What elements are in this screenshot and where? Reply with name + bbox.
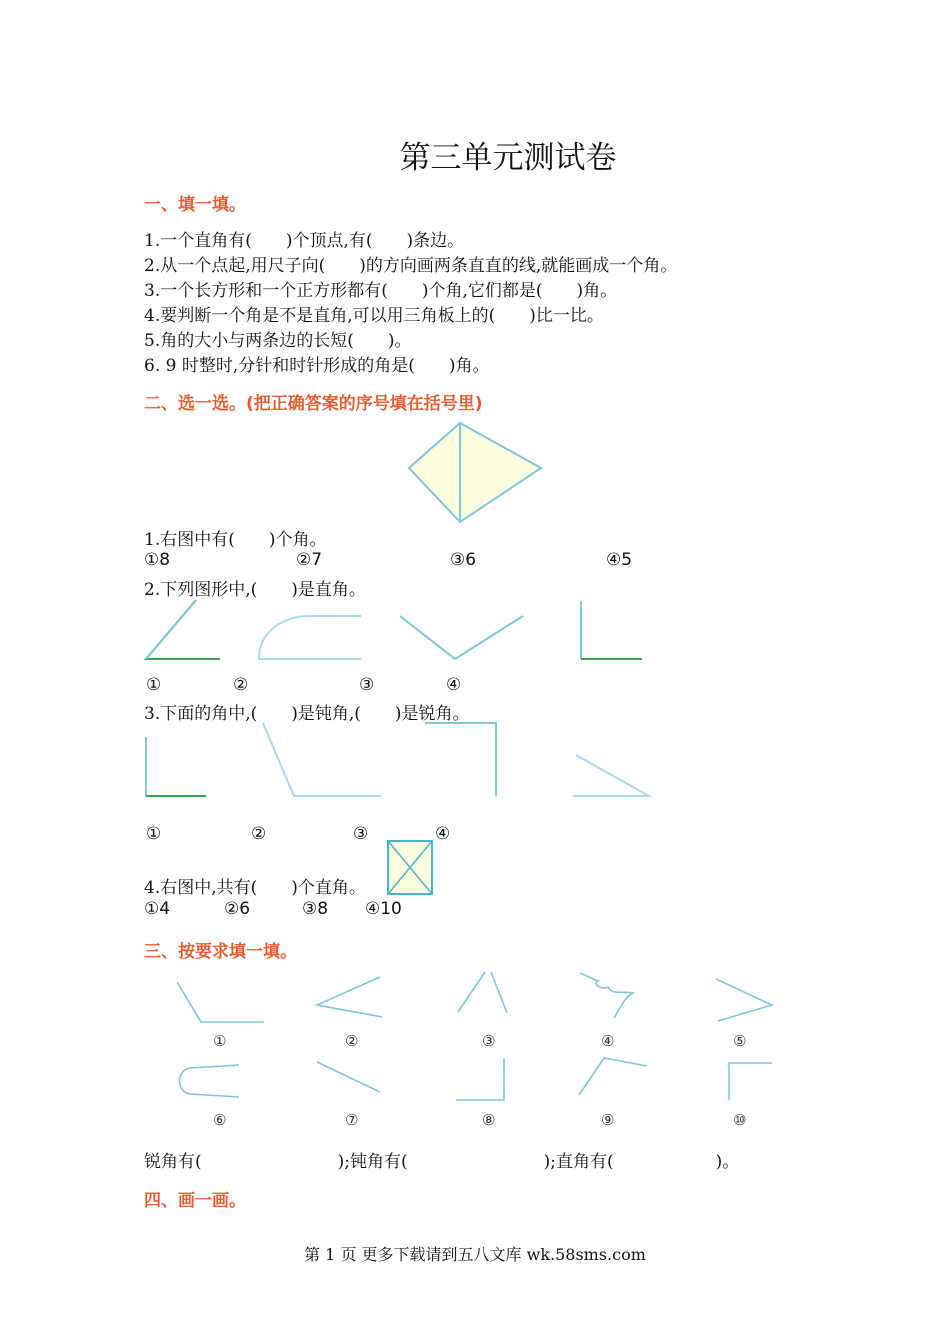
section-heading-fill: 一、填一填。 — [144, 195, 246, 215]
figure-label: ① — [213, 1032, 227, 1050]
question-line: 3.一个长方形和一个正方形都有( )个角,它们都是( )角。 — [144, 281, 618, 301]
page-title: 第三单元测试卷 — [399, 140, 617, 176]
figure-label: ④ — [446, 675, 462, 695]
question-line: 1.右图中有( )个角。 — [144, 530, 327, 550]
figure-label: ② — [345, 1032, 359, 1050]
question-line: 1.一个直角有( )个顶点,有( )条边。 — [144, 231, 465, 251]
figure-label: ⑨ — [601, 1111, 615, 1129]
figure-label: ③ — [359, 675, 375, 695]
option: ②7 — [296, 550, 323, 570]
option: ③8 — [302, 899, 329, 919]
question-line: 2.从一个点起,用尺子向( )的方向画两条直直的线,就能画成一个角。 — [144, 256, 678, 276]
figure-label: ① — [146, 675, 162, 695]
figure-label: ③ — [482, 1032, 496, 1050]
option: ①8 — [144, 550, 171, 570]
figure-label: ④ — [435, 824, 451, 844]
question-line: 6. 9 时整时,分针和时针形成的角是( )角。 — [144, 356, 490, 376]
figure-label: ⑤ — [733, 1032, 747, 1050]
figure-label: ② — [251, 824, 267, 844]
section-heading-draw: 四、画一画。 — [144, 1191, 246, 1211]
question-line: 4.要判断一个角是不是直角,可以用三角板上的( )比一比。 — [144, 306, 604, 326]
option: ④5 — [606, 550, 633, 570]
figure-label: ③ — [353, 824, 369, 844]
figure-label: ⑩ — [733, 1111, 747, 1129]
option: ①4 — [144, 899, 171, 919]
figure-label: ⑧ — [482, 1111, 496, 1129]
option: ②6 — [224, 899, 251, 919]
option: ④10 — [365, 899, 402, 919]
option: ③6 — [450, 550, 477, 570]
answer-line: 锐角有( );钝角有( );直角有( )。 — [144, 1152, 740, 1172]
figure-label: ④ — [601, 1032, 615, 1050]
figure-label: ⑦ — [345, 1111, 359, 1129]
question-line: 5.角的大小与两条边的长短( )。 — [144, 331, 412, 351]
section-heading-choose: 二、选一选。(把正确答案的序号填在括号里) — [144, 394, 483, 414]
question-line: 3.下面的角中,( )是钝角,( )是锐角。 — [144, 704, 470, 724]
figure-label: ② — [233, 675, 249, 695]
figure-label: ⑥ — [213, 1111, 227, 1129]
page-footer: 第 1 页 更多下载请到五八文库 wk.58sms.com — [304, 1245, 646, 1264]
question-line: 2.下列图形中,( )是直角。 — [144, 580, 366, 600]
question-line: 4.右图中,共有( )个直角。 — [144, 878, 366, 898]
section-heading-classify: 三、按要求填一填。 — [144, 942, 297, 962]
figure-label: ① — [146, 824, 162, 844]
